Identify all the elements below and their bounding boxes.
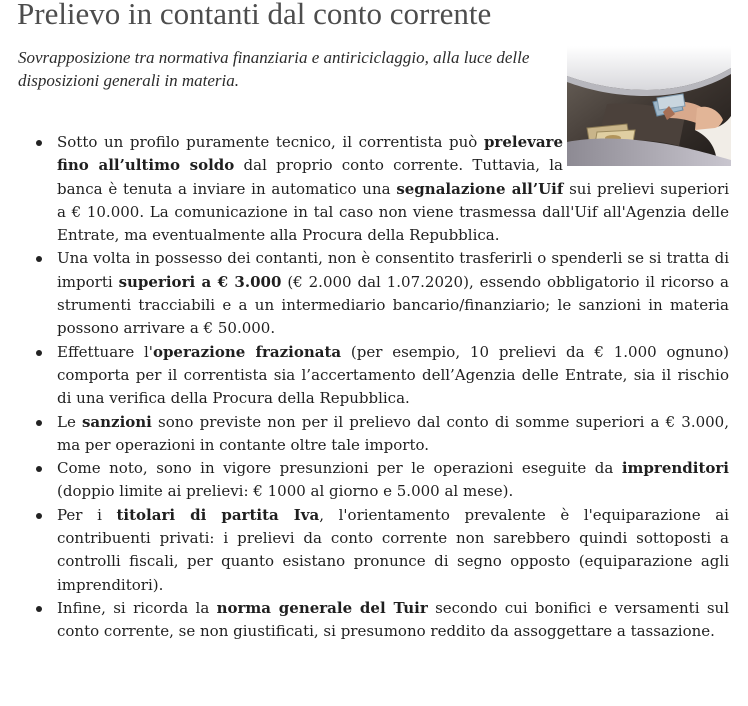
list-item-text: sono previste non per il prelievo dal conto di somme superiori a € 3.000, ma per operazioni in contante oltre tale importo. bbox=[57, 412, 729, 454]
list-item-text: Effettuare l' bbox=[57, 342, 153, 361]
list-item bbox=[57, 247, 729, 340]
list-item-emphasis: sanzioni bbox=[81, 412, 152, 431]
list-item-text: Come noto, sono in vigore presunzioni per le operazioni eseguite da bbox=[57, 459, 622, 478]
bullet-list bbox=[0, 131, 748, 644]
list-item bbox=[57, 341, 729, 411]
list-item bbox=[57, 457, 729, 504]
list-item-text: (€ 2.000 dal 1.07.2020), essendo obbligatorio il ricorso a strumenti tracciabili e a un intermediario bancario/finanziario; le sanzioni in materia possono arrivare a € 50.000. bbox=[57, 272, 729, 338]
page-title: Prelievo in contanti dal conto corrente bbox=[17, 0, 492, 31]
list-item-text: Una volta in possesso dei contanti, non è consentito trasferirli o spenderli se si tratta di importi bbox=[57, 249, 729, 291]
list-item bbox=[57, 597, 729, 644]
bullet-list-container bbox=[0, 131, 748, 644]
list-item-text: Sotto un profilo puramente tecnico, il correntista può bbox=[57, 133, 484, 151]
list-item-text: Le bbox=[57, 412, 82, 431]
list-item bbox=[57, 411, 729, 458]
list-item-emphasis: norma generale del Tuir bbox=[216, 598, 428, 617]
list-item-emphasis: imprenditori bbox=[621, 459, 729, 478]
list-item-emphasis: titolari di partita Iva bbox=[116, 505, 320, 524]
list-item-text: dal proprio conto corrente. Tuttavia, la banca è tenuta a inviare in automatico una bbox=[57, 156, 563, 198]
list-item-text: Per i bbox=[57, 505, 117, 524]
list-item bbox=[57, 131, 729, 247]
list-item-emphasis: operazione frazionata bbox=[152, 342, 342, 361]
list-item-text: (doppio limite ai prelievi: € 1000 al giorno e 5.000 al mese). bbox=[57, 482, 514, 501]
article-subtitle: Sovrapposizione tra normativa finanziaria e antiriciclaggio, alla luce delle disposizioni generali in materia. bbox=[18, 48, 530, 90]
list-item-text: sui prelievi superiori a € 10.000. La comunicazione in tal caso non viene trasmessa dall'Uif all'Agenzia delle Entrate, ma eventualmente alla Procura della Repubblica. bbox=[57, 179, 729, 245]
list-item-emphasis: prelevare fino all’ultimo soldo bbox=[57, 133, 563, 175]
list-item bbox=[57, 504, 729, 597]
list-item-emphasis: superiori a € 3.000 bbox=[118, 272, 282, 291]
list-item-text: secondo cui bonifici e versamenti sul conto corrente, se non giustificati, si presumono reddito da assoggettare a tassazione. bbox=[57, 598, 730, 641]
list-item-text: Infine, si ricorda la bbox=[57, 598, 217, 617]
list-item-text: (per esempio, 10 prelievi da € 1.000 ognuno) comporta per il correntista sia l’accertamento dell’Agenzia delle Entrate, sia il rischio di una verifica della Procura della Repubblica. bbox=[57, 342, 729, 408]
list-item-text: , l'orientamento prevalente è l'equiparazione ai contribuenti privati: i prelievi da conto corrente non sarebbero quindi sottoposti a controlli fiscali, per quanto esistano pronunce di segno opposto (equiparazione agli imprenditori). bbox=[57, 505, 729, 594]
list-item-emphasis: segnalazione all’Uif bbox=[396, 179, 564, 198]
